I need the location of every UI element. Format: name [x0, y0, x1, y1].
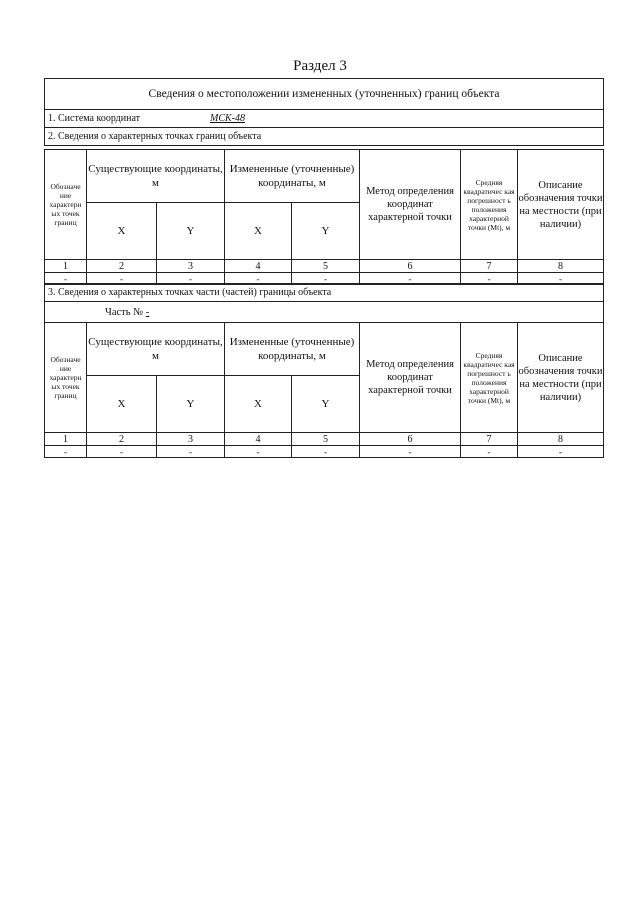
s3-header-designation: Обозначе ние характерн ых точек границ: [45, 323, 87, 433]
s2-cell: -: [87, 273, 157, 285]
part-value: -: [145, 306, 150, 318]
s3-header-existing: Существующие координаты, м: [87, 323, 225, 376]
s3-cell: -: [45, 446, 87, 458]
s3-header-x-changed: X: [225, 376, 292, 433]
s3-col-number: 2: [87, 433, 157, 446]
s3-col-number: 1: [45, 433, 87, 446]
s2-header-x-existing: X: [87, 203, 157, 260]
s3-cell: -: [157, 446, 225, 458]
s3-header-rms: Средняя квадратичес кая погрешност ь положения характерной точки (Mt), м: [461, 323, 518, 433]
s2-cell: -: [225, 273, 292, 285]
s2-number-row: [45, 260, 604, 273]
s3-col-number: 3: [157, 433, 225, 446]
part-label: Часть №: [105, 306, 144, 318]
s3-cell: -: [292, 446, 360, 458]
s3-cell: -: [461, 446, 518, 458]
s2-header-y-existing: Y: [157, 203, 225, 260]
s2-col-number: 1: [45, 260, 87, 273]
table-title: Сведения о местоположении измененных (уточненных) границ объекта: [45, 79, 604, 110]
s2-col-number: 2: [87, 260, 157, 273]
s2-cell: -: [45, 273, 87, 285]
coord-system-row: [45, 110, 604, 128]
section3-table: [44, 283, 604, 458]
table-row: [45, 446, 604, 458]
s3-col-number: 7: [461, 433, 518, 446]
s3-cell: -: [518, 446, 604, 458]
s2-header-designation: Обозначе ние характерн ых точек границ: [45, 150, 87, 260]
coord-system-value: МСК-48: [210, 113, 246, 124]
s2-header-y-changed: Y: [292, 203, 360, 260]
s3-cell: -: [360, 446, 461, 458]
s2-cell: -: [360, 273, 461, 285]
s2-col-number: 4: [225, 260, 292, 273]
part-row: [45, 302, 604, 323]
s2-header-rms: Средняя квадратичес кая погрешност ь положения характерной точки (Mt), м: [461, 150, 518, 260]
title-table: [44, 78, 604, 146]
s2-header-existing: Существующие координаты, м: [87, 150, 225, 203]
s3-header-method: Метод определения координат характерной точки: [360, 323, 461, 433]
section-title: Раздел 3: [293, 58, 347, 74]
s2-header-changed: Измененные (уточненные) координаты, м: [225, 150, 360, 203]
section2-table: [44, 149, 604, 285]
s3-col-number: 4: [225, 433, 292, 446]
s2-cell: -: [461, 273, 518, 285]
s2-cell: -: [292, 273, 360, 285]
s3-header-y-changed: Y: [292, 376, 360, 433]
s3-number-row: [45, 433, 604, 446]
s2-header-x-changed: X: [225, 203, 292, 260]
s2-col-number: 7: [461, 260, 518, 273]
s2-header-description: Описание обозначения точки на местности (при наличии): [518, 150, 604, 260]
s3-header-y-existing: Y: [157, 376, 225, 433]
s3-col-number: 6: [360, 433, 461, 446]
s2-col-number: 8: [518, 260, 604, 273]
s3-header-description: Описание обозначения точки на местности (при наличии): [518, 323, 604, 433]
s3-col-number: 5: [292, 433, 360, 446]
s3-col-number: 8: [518, 433, 604, 446]
s3-header-x-existing: X: [87, 376, 157, 433]
s3-header-changed: Измененные (уточненные) координаты, м: [225, 323, 360, 376]
s2-cell: -: [518, 273, 604, 285]
s2-col-number: 6: [360, 260, 461, 273]
s3-cell: -: [87, 446, 157, 458]
s2-header-method: Метод определения координат характерной точки: [360, 150, 461, 260]
section3-title: 3. Сведения о характерных точках части (частей) границы объекта: [45, 284, 604, 302]
s2-cell: -: [157, 273, 225, 285]
coord-system-label: 1. Система координат: [48, 113, 141, 124]
s2-col-number: 5: [292, 260, 360, 273]
s3-cell: -: [225, 446, 292, 458]
section2-title: 2. Сведения о характерных точках границ объекта: [45, 128, 604, 146]
s2-col-number: 3: [157, 260, 225, 273]
